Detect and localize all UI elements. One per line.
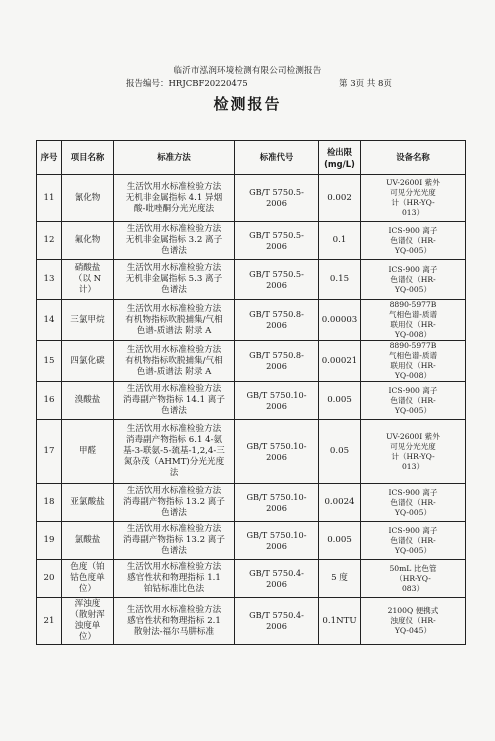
cell-limit: 5 度 xyxy=(319,560,361,598)
cell-code: GB/T 5750.10- 2006 xyxy=(235,420,319,484)
cell-item: 亚氯酸盐 xyxy=(62,484,114,522)
cell-item: 氰化物 xyxy=(62,175,114,222)
table-row xyxy=(37,598,466,645)
cell-code: GB/T 5750.8- 2006 xyxy=(235,300,319,341)
cell-no: 11 xyxy=(37,175,62,222)
cell-code: GB/T 5750.5- 2006 xyxy=(235,260,319,300)
table-row xyxy=(37,260,466,300)
cell-no: 20 xyxy=(37,560,62,598)
cell-equipment: UV-2600I 紫外 可见分光光度 计（HR-YQ- 013） xyxy=(361,175,466,222)
table-header-row xyxy=(37,141,466,175)
cell-no: 12 xyxy=(37,222,62,260)
cell-method: 生活饮用水标准检验方法 无机非金属指标 4.1 异烟 酸-吡唑酮分光光度法 xyxy=(114,175,235,222)
cell-limit: 0.15 xyxy=(319,260,361,300)
cell-item: 氟化物 xyxy=(62,222,114,260)
cell-limit: 0.1 xyxy=(319,222,361,260)
table-row xyxy=(37,420,466,484)
cell-equipment: 8890-5977B 气相色谱-质谱 联用仪（HR- YQ-008） xyxy=(361,300,466,341)
table-row xyxy=(37,300,466,341)
cell-equipment: ICS-900 离子 色谱仪（HR- YQ-005） xyxy=(361,260,466,300)
cell-method: 生活饮用水标准检验方法 无机非金属指标 3.2 离子 色谱法 xyxy=(114,222,235,260)
table-row xyxy=(37,522,466,560)
cell-method: 生活饮用水标准检验方法 感官性状和物理指标 1.1 铂钴标准比色法 xyxy=(114,560,235,598)
cell-limit: 0.05 xyxy=(319,420,361,484)
page-number: 第 3页 共 8页 xyxy=(339,79,392,89)
cell-method: 生活饮用水标准检验方法 消毒副产物指标 13.2 离子 色谱法 xyxy=(114,522,235,560)
cell-method: 生活饮用水标准检验方法 无机非金属指标 5.3 离子 色谱法 xyxy=(114,260,235,300)
cell-equipment: 50mL 比色管 （HR-YQ- 083） xyxy=(361,560,466,598)
cell-no: 21 xyxy=(37,598,62,645)
col-header-equipment: 设备名称 xyxy=(361,141,466,175)
cell-code: GB/T 5750.5- 2006 xyxy=(235,175,319,222)
col-header-code: 标准代号 xyxy=(235,141,319,175)
col-header-method: 标准方法 xyxy=(114,141,235,175)
cell-item: 硝酸盐 （以 N 计） xyxy=(62,260,114,300)
cell-method: 生活饮用水标准检验方法 感官性状和物理指标 2.1 散射法-福尔马肼标准 xyxy=(114,598,235,645)
cell-item: 甲醛 xyxy=(62,420,114,484)
cell-equipment: ICS-900 离子 色谱仪（HR- YQ-005） xyxy=(361,484,466,522)
col-header-no: 序号 xyxy=(37,141,62,175)
cell-method: 生活饮用水标准检验方法 消毒副产物指标 6.1 4-氨 基-3-联氨-5-巯基-1,2,4-三 氮杂茂（AHMT)分光光度 法 xyxy=(114,420,235,484)
results-table xyxy=(36,140,466,645)
cell-limit: 0.005 xyxy=(319,522,361,560)
cell-code: GB/T 5750.4- 2006 xyxy=(235,598,319,645)
cell-item: 色度（铂 钴色度单 位） xyxy=(62,560,114,598)
table-row xyxy=(37,175,466,222)
report-number: 报告编号：HRJCBF20220475 xyxy=(126,79,248,89)
cell-equipment: UV-2600I 紫外 可见分光光度 计（HR-YQ- 013） xyxy=(361,420,466,484)
cell-method: 生活饮用水标准检验方法 消毒副产物指标 13.2 离子 色谱法 xyxy=(114,484,235,522)
cell-no: 14 xyxy=(37,300,62,341)
cell-limit: 0.002 xyxy=(319,175,361,222)
table-row xyxy=(37,560,466,598)
cell-limit: 0.1NTU xyxy=(319,598,361,645)
cell-limit: 0.00021 xyxy=(319,341,361,382)
cell-item: 三氯甲烷 xyxy=(62,300,114,341)
cell-equipment: ICS-900 离子 色谱仪（HR- YQ-005） xyxy=(361,382,466,420)
cell-code: GB/T 5750.5- 2006 xyxy=(235,222,319,260)
cell-equipment: ICS-900 离子 色谱仪（HR- YQ-005） xyxy=(361,522,466,560)
cell-item: 浑浊度 （散射浑 浊度单 位） xyxy=(62,598,114,645)
report-meta xyxy=(0,77,495,89)
cell-code: GB/T 5750.10- 2006 xyxy=(235,382,319,420)
cell-no: 17 xyxy=(37,420,62,484)
cell-no: 18 xyxy=(37,484,62,522)
table-row xyxy=(37,484,466,522)
cell-limit: 0.005 xyxy=(319,382,361,420)
company-name: 临沂市泓润环境检测有限公司检测报告 xyxy=(173,66,322,76)
cell-code: GB/T 5750.4- 2006 xyxy=(235,560,319,598)
table-row xyxy=(37,341,466,382)
table-row xyxy=(37,222,466,260)
cell-equipment: ICS-900 离子 色谱仪（HR- YQ-005） xyxy=(361,222,466,260)
cell-item: 溴酸盐 xyxy=(62,382,114,420)
cell-equipment: 2100Q 便携式 浊度仪（HR- YQ-045） xyxy=(361,598,466,645)
col-header-limit: 检出限 (mg/L) xyxy=(319,141,361,175)
col-header-item: 项目名称 xyxy=(62,141,114,175)
page-title: 检测报告 xyxy=(213,95,282,113)
cell-limit: 0.00003 xyxy=(319,300,361,341)
table-row xyxy=(37,382,466,420)
cell-code: GB/T 5750.8- 2006 xyxy=(235,341,319,382)
cell-no: 19 xyxy=(37,522,62,560)
cell-no: 15 xyxy=(37,341,62,382)
cell-no: 13 xyxy=(37,260,62,300)
cell-code: GB/T 5750.10- 2006 xyxy=(235,522,319,560)
cell-no: 16 xyxy=(37,382,62,420)
cell-method: 生活饮用水标准检验方法 有机物指标吹脱捕集/气相 色谱-质谱法 附录 A xyxy=(114,300,235,341)
cell-method: 生活饮用水标准检验方法 消毒副产物指标 14.1 离子 色谱法 xyxy=(114,382,235,420)
cell-code: GB/T 5750.10- 2006 xyxy=(235,484,319,522)
cell-limit: 0.0024 xyxy=(319,484,361,522)
cell-equipment: 8890-5977B 气相色谱-质谱 联用仪（HR- YQ-008） xyxy=(361,341,466,382)
cell-method: 生活饮用水标准检验方法 有机物指标吹脱捕集/气相 色谱-质谱法 附录 A xyxy=(114,341,235,382)
cell-item: 氯酸盐 xyxy=(62,522,114,560)
cell-item: 四氯化碳 xyxy=(62,341,114,382)
